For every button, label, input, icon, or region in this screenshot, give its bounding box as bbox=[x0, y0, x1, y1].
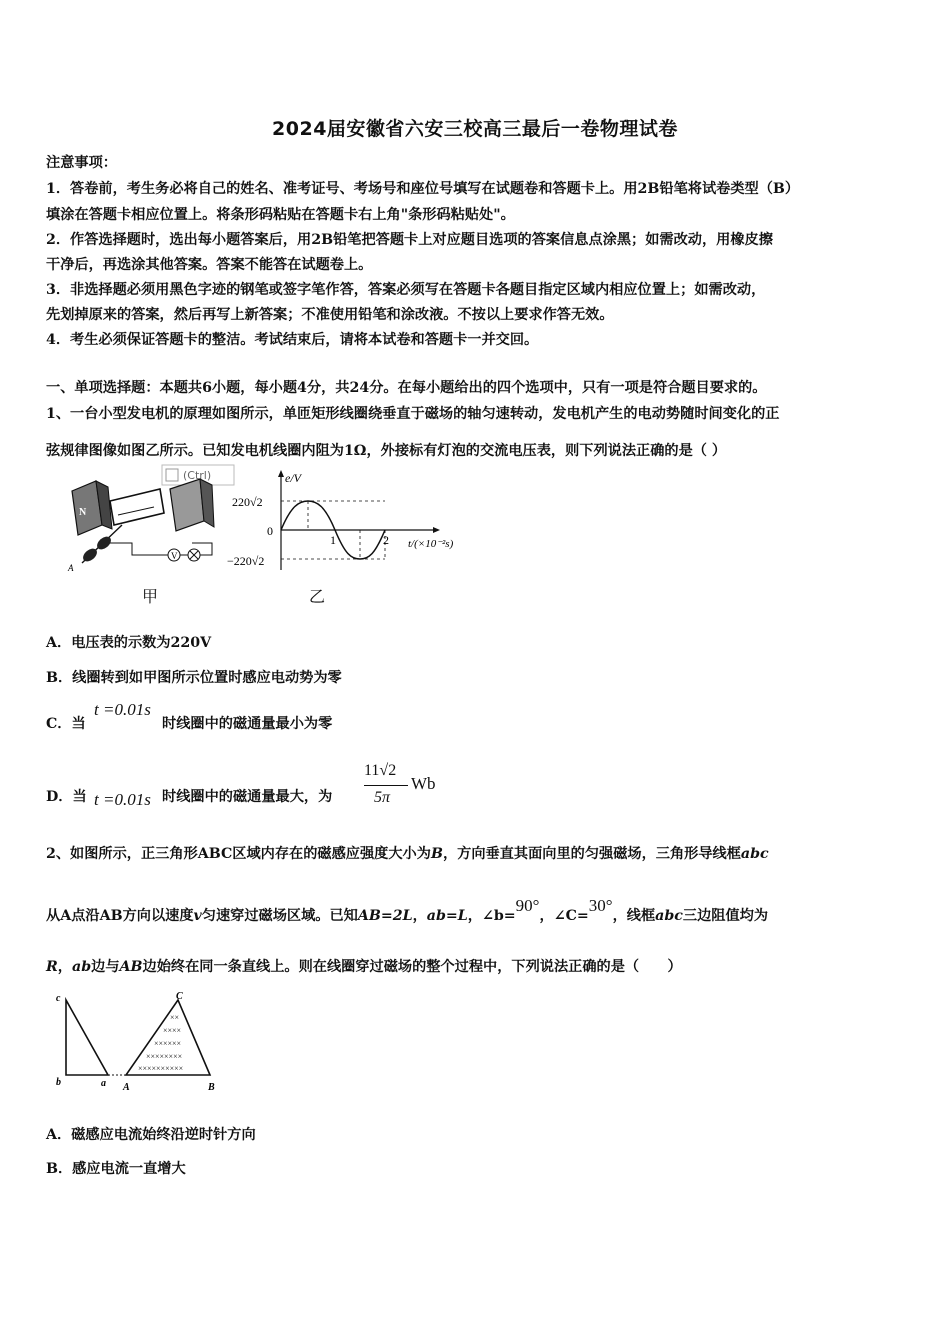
q1-option-c-prefix: C．当 bbox=[46, 716, 86, 732]
vertex-C-label: C bbox=[176, 991, 183, 1002]
q2-option-a: A．磁感应电流始终沿逆时针方向 bbox=[46, 1127, 256, 1143]
fraction-numerator: 11√2 bbox=[364, 762, 397, 779]
y-min-label: −220√2 bbox=[227, 554, 265, 568]
q1-option-b: B．线圈转到如甲图所示位置时感应电动势为零 bbox=[46, 670, 342, 686]
notice-line: 3．非选择题必须用黑色字迹的钢笔或签字笔作答，答案必须写在答题卡各题目指定区域内相应位置上；如需改动， bbox=[46, 282, 766, 298]
vertex-a-label: a bbox=[101, 1078, 106, 1089]
notice-line: 干净后，再选涂其他答案。答案不能答在试题卷上。 bbox=[46, 257, 373, 273]
svg-text:××××××××××: ×××××××××× bbox=[138, 1064, 184, 1073]
ctrl-label: (Ctrl) bbox=[183, 469, 212, 482]
q1-option-d-prefix: D．当 bbox=[46, 789, 87, 805]
wire-frame-abc bbox=[66, 1000, 108, 1075]
magnet-s bbox=[170, 479, 204, 531]
notice-line: 1．答卷前，考生务必将自己的姓名、准考证号、考场号和座位号填写在试题卷和答题卡上。用2B铅笔将试卷类型（B） bbox=[46, 181, 800, 197]
q1-option-d-math: t =0.01s bbox=[94, 790, 151, 809]
notice-line: 先划掉原来的答案，然后再写上新答案；不准使用铅笔和涂改液。不按以上要求作答无效。 bbox=[46, 307, 614, 323]
q2-stem-line1: 2、如图所示，正三角形ABC区域内存在的磁感应强度大小为B，方向垂直其面向里的匀强磁场，三角形导线框abc bbox=[46, 846, 769, 862]
notice-heading: 注意事项： bbox=[46, 155, 117, 171]
fig-label-yi: 乙 bbox=[309, 587, 326, 606]
unit-wb: Wb bbox=[411, 774, 436, 793]
tick-label-1: 1 bbox=[330, 533, 336, 547]
vertex-B-label: B bbox=[208, 1082, 215, 1092]
svg-text:A: A bbox=[68, 563, 74, 573]
fig-label-jia: 甲 bbox=[142, 587, 159, 606]
q2-stem-line2: 从A点沿AB方向以速度v匀速穿过磁场区域。已知AB=2L，ab=L，∠b=90°，∠C=30°，线框abc三边阻值均为 bbox=[46, 896, 769, 924]
origin-label: 0 bbox=[267, 524, 273, 538]
page-title: 2024届安徽省六安三校高三最后一卷物理试卷 bbox=[272, 118, 678, 140]
notice-line: 2．作答选择题时，选出每小题答案后，用2B铅笔把答题卡上对应题目选项的答案信息点涂黑；如需改动，用橡皮擦 bbox=[46, 232, 773, 248]
svg-text:××××: ×××× bbox=[163, 1026, 182, 1035]
section-heading: 一、单项选择题：本题共6小题，每小题4分，共24分。在每小题给出的四个选项中，只有一项是符合题目要求的。 bbox=[46, 380, 767, 396]
svg-text:V: V bbox=[171, 551, 178, 561]
q1-option-c-suffix: 时线圈中的磁通量最小为零 bbox=[162, 716, 333, 732]
q1-stem-line2: 弦规律图像如图乙所示。已知发电机线圈内阻为1Ω，外接标有灯泡的交流电压表，则下列说法正确的是（ ） bbox=[46, 443, 727, 459]
coil bbox=[110, 489, 164, 525]
svg-text:××××××: ×××××× bbox=[154, 1039, 182, 1048]
vertex-b-label: b bbox=[56, 1077, 61, 1088]
generator-figure bbox=[62, 463, 242, 573]
q1-option-d-suffix: 时线圈中的磁通量最大，为 bbox=[162, 789, 333, 805]
x-axis-label: t/(×10⁻²s) bbox=[408, 538, 454, 550]
notice-line: 填涂在答题卡相应位置上。将条形码粘贴在答题卡右上角"条形码粘贴处"。 bbox=[46, 207, 515, 223]
q1-stem-line1: 1、一台小型发电机的原理如图所示，单匝矩形线圈绕垂直于磁场的轴匀速转动，发电机产生的电动势随时间变化的正 bbox=[46, 406, 780, 422]
q2-option-b: B．感应电流一直增大 bbox=[46, 1161, 186, 1177]
emf-graph bbox=[225, 468, 475, 576]
magnet-n-label: N bbox=[79, 507, 87, 518]
fraction-bar bbox=[364, 785, 408, 786]
triangle-figure bbox=[50, 990, 230, 1092]
svg-text:××: ×× bbox=[170, 1013, 180, 1022]
y-axis-label: e/V bbox=[285, 471, 301, 485]
clipboard-icon bbox=[166, 469, 178, 481]
q1-option-a: A．电压表的示数为220V bbox=[46, 635, 212, 651]
tick-label-2: 2 bbox=[383, 533, 389, 547]
q1-option-c-math: t =0.01s bbox=[94, 700, 151, 719]
q2-stem-line3: R，ab边与AB边始终在同一条直线上。则在线圈穿过磁场的整个过程中，下列说法正确的是（ ） bbox=[46, 959, 682, 975]
svg-text:××××××××: ×××××××× bbox=[146, 1052, 183, 1061]
fraction-denominator: 5π bbox=[374, 789, 391, 806]
vertex-c-label: c bbox=[56, 993, 61, 1004]
magnetic-field-crosses bbox=[138, 1013, 183, 1073]
y-max-label: 220√2 bbox=[232, 495, 263, 509]
notice-line: 4．考生必须保证答题卡的整洁。考试结束后，请将本试卷和答题卡一并交回。 bbox=[46, 332, 539, 348]
vertex-A-label: A bbox=[123, 1082, 130, 1092]
